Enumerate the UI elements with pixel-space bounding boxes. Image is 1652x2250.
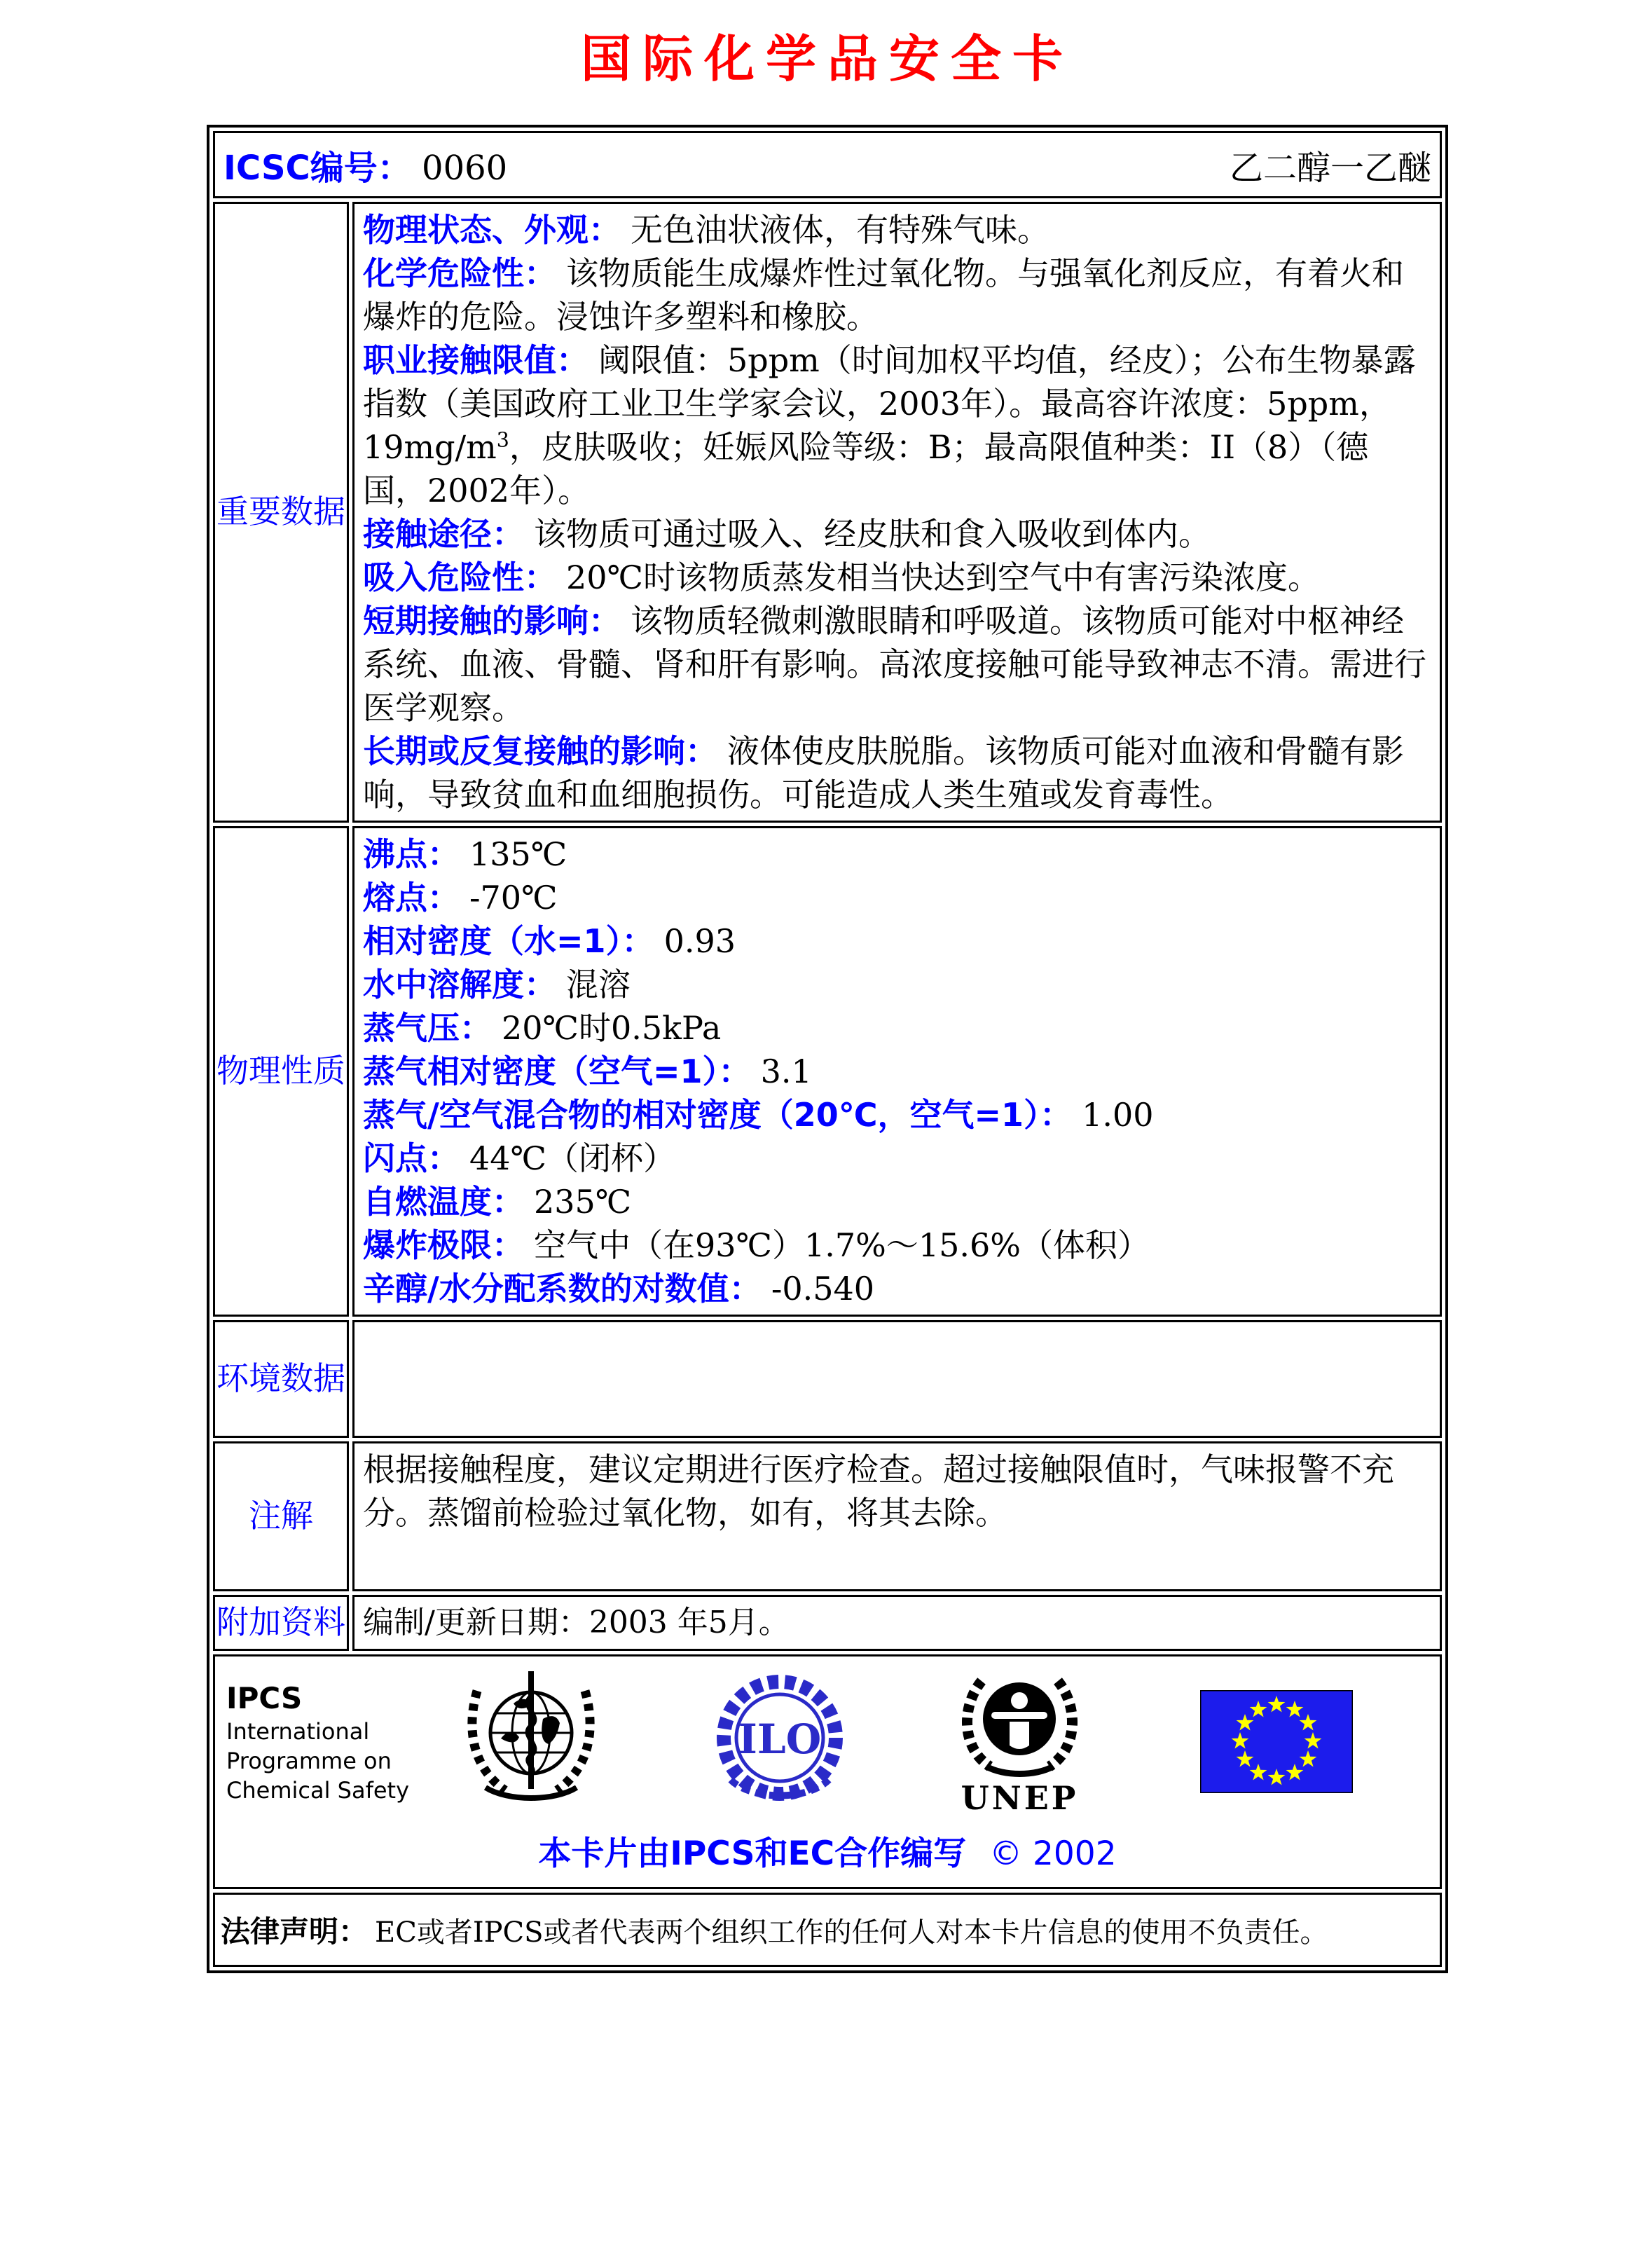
header-cell bbox=[213, 131, 1442, 198]
important-data-item bbox=[363, 512, 1431, 556]
property-value: -70℃ bbox=[469, 879, 558, 917]
ipcs-acronym: IPCS bbox=[226, 1681, 303, 1715]
property-value: 44℃（闭杯） bbox=[469, 1139, 675, 1177]
property-item bbox=[363, 1223, 1431, 1267]
ipcs-line: International bbox=[226, 1718, 370, 1745]
property-item bbox=[363, 876, 1431, 919]
field-text: 该物质能生成爆炸性过氧化物。与强氧化剂反应，有着火和爆炸的危险。浸蚀许多塑料和橡胶。 bbox=[363, 254, 1404, 336]
field-text: 该物质可通过吸入、经皮肤和食入吸收到体内。 bbox=[534, 515, 1211, 553]
property-value: 1.00 bbox=[1082, 1096, 1154, 1134]
property-value: 235℃ bbox=[534, 1183, 632, 1221]
icsc-number-label: ICSC编号： bbox=[223, 148, 411, 188]
property-item bbox=[363, 963, 1431, 1006]
ipcs-text-block bbox=[226, 1680, 436, 1805]
property-label: 蒸气相对密度（空气=1）： bbox=[363, 1052, 751, 1090]
logos-strip bbox=[223, 1661, 1431, 1818]
field-text: 20℃时该物质蒸发相当快达到空气中有害污染浓度。 bbox=[566, 558, 1320, 596]
section-label-environmental-data: 环境数据 bbox=[213, 1320, 349, 1438]
field-label: 物理状态、外观： bbox=[363, 211, 621, 249]
caption-copyright: © 2002 bbox=[989, 1834, 1117, 1873]
logos-row bbox=[213, 1654, 1442, 1889]
field-label: 职业接触限值： bbox=[363, 341, 588, 379]
property-label: 闪点： bbox=[363, 1139, 460, 1177]
important-data-item bbox=[363, 208, 1431, 252]
section-label-notes: 注解 bbox=[213, 1441, 349, 1591]
field-text: 无色油状液体，有特殊气味。 bbox=[631, 211, 1049, 249]
property-label: 爆炸极限： bbox=[363, 1226, 524, 1264]
property-item bbox=[363, 1093, 1431, 1137]
field-text: 该物质轻微刺激眼睛和呼吸道。该物质可能对中枢神经系统、血液、骨髓、肾和肝有影响。高浓度接触可能导致神志不清。需进行医学观察。 bbox=[363, 602, 1426, 727]
important-data-item bbox=[363, 599, 1431, 729]
field-text: 阈限值：5ppm（时间加权平均值，经皮）；公布生物暴露指数（美国政府工业卫生学家会议，2003年）。最高容许浓度：5ppm，19mg/m bbox=[363, 341, 1416, 466]
legal-row bbox=[213, 1893, 1442, 1967]
important-data-item bbox=[363, 252, 1431, 338]
important-data-row bbox=[213, 202, 1442, 823]
section-label-physical-properties: 物理性质 bbox=[213, 826, 349, 1317]
important-data-item bbox=[363, 338, 1431, 512]
important-data-item bbox=[363, 556, 1431, 599]
header-row bbox=[213, 131, 1442, 198]
additional-info-content: 编制/更新日期：2003 年5月。 bbox=[352, 1595, 1442, 1651]
ipcs-line: Chemical Safety bbox=[226, 1777, 409, 1804]
important-data-content bbox=[352, 202, 1442, 823]
property-item bbox=[363, 1050, 1431, 1093]
physical-properties-row bbox=[213, 826, 1442, 1317]
property-item bbox=[363, 919, 1431, 963]
physical-properties-content bbox=[352, 826, 1442, 1317]
who-logo-icon bbox=[464, 1670, 598, 1816]
ilo-logo-icon bbox=[710, 1668, 850, 1818]
field-label: 短期接触的影响： bbox=[363, 602, 621, 640]
field-text: ，皮肤吸收；妊娠风险等级：B；最高限值种类：II（8）（德国，2002年）。 bbox=[363, 428, 1369, 509]
property-label: 蒸气压： bbox=[363, 1009, 492, 1047]
property-value: -0.540 bbox=[771, 1270, 875, 1308]
property-item bbox=[363, 1267, 1431, 1310]
ipcs-line: Programme on bbox=[226, 1748, 392, 1774]
property-value: 20℃时0.5kPa bbox=[502, 1009, 722, 1047]
property-label: 自燃温度： bbox=[363, 1183, 524, 1221]
property-label: 水中溶解度： bbox=[363, 966, 556, 1003]
field-text: 液体使皮肤脱脂。该物质可能对血液和骨髓有影响，导致贫血和血细胞损伤。可能造成人类生殖或发育毒性。 bbox=[363, 732, 1404, 814]
cooperation-caption bbox=[223, 1827, 1431, 1874]
icsc-number-group bbox=[223, 141, 507, 189]
property-label: 沸点： bbox=[363, 835, 460, 873]
property-label: 辛醇/水分配系数的对数值： bbox=[363, 1270, 762, 1308]
property-value: 135℃ bbox=[469, 835, 567, 873]
unep-wordmark: UNEP bbox=[961, 1779, 1079, 1817]
important-data-item bbox=[363, 729, 1431, 816]
field-label: 化学危险性： bbox=[363, 254, 556, 292]
legal-cell bbox=[213, 1893, 1442, 1967]
property-label: 熔点： bbox=[363, 879, 460, 917]
environmental-data-row bbox=[213, 1320, 1442, 1438]
section-label-important-data: 重要数据 bbox=[213, 202, 349, 823]
field-label: 长期或反复接触的影响： bbox=[363, 732, 717, 770]
legal-label: 法律声明： bbox=[221, 1914, 369, 1949]
property-item bbox=[363, 832, 1431, 876]
page-title: 国际化学品安全卡 bbox=[580, 29, 1074, 88]
chemical-name: 乙二醇一乙醚 bbox=[1229, 148, 1431, 188]
caption-text: 本卡片由IPCS和EC合作编写 bbox=[538, 1834, 967, 1873]
logos-cell bbox=[213, 1654, 1442, 1889]
property-value: 3.1 bbox=[760, 1052, 812, 1090]
property-label: 蒸气/空气混合物的相对密度（20℃，空气=1）： bbox=[363, 1096, 1073, 1134]
ilo-letters: ILO bbox=[738, 1715, 822, 1763]
environmental-data-content bbox=[352, 1320, 1442, 1438]
additional-info-row bbox=[213, 1595, 1442, 1651]
field-label: 接触途径： bbox=[363, 515, 524, 553]
property-item bbox=[363, 1180, 1431, 1223]
property-value: 混溶 bbox=[566, 966, 631, 1003]
notes-row bbox=[213, 1441, 1442, 1591]
icsc-card-table bbox=[207, 125, 1448, 1973]
property-label: 相对密度（水=1）： bbox=[363, 922, 654, 960]
property-value: 空气中（在93℃）1.7%～15.6%（体积） bbox=[534, 1226, 1150, 1264]
section-label-additional-info: 附加资料 bbox=[213, 1595, 349, 1651]
notes-content: 根据接触程度，建议定期进行医疗检查。超过接触限值时，气味报警不充分。蒸馏前检验过氧化物，如有，将其去除。 bbox=[352, 1441, 1442, 1591]
property-item bbox=[363, 1006, 1431, 1050]
icsc-number-value: 0060 bbox=[422, 148, 508, 188]
legal-text: EC或者IPCS或者代表两个组织工作的任何人对本卡片信息的使用不负责任。 bbox=[375, 1916, 1328, 1949]
property-item bbox=[363, 1137, 1431, 1180]
unep-logo-icon bbox=[955, 1668, 1085, 1817]
eu-flag-icon bbox=[1200, 1690, 1353, 1796]
field-label: 吸入危险性： bbox=[363, 558, 556, 596]
property-value: 0.93 bbox=[663, 922, 736, 960]
superscript: 3 bbox=[496, 428, 509, 452]
